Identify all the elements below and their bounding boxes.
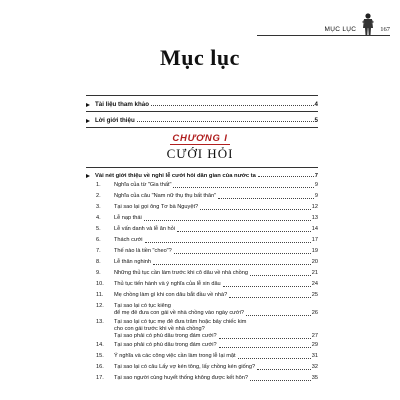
running-header-title: MỤC LỤC <box>324 26 357 33</box>
entry-number: 15. <box>96 353 104 359</box>
entry-page: 13 <box>311 215 318 221</box>
entry-page: 19 <box>311 248 318 254</box>
entry-title: Thủ tục tiến hành và ý nghĩa của lễ xin dâu <box>114 281 221 287</box>
entry-number: 3. <box>96 204 101 210</box>
entry-number: 17. <box>96 375 104 381</box>
entry-title: Nghĩa của từ "Gia thất" <box>114 182 172 188</box>
entry-title-continued: Tại sao phải có phù dâu trong đám cưới? <box>114 333 217 339</box>
dot-leader <box>238 358 311 359</box>
dot-leader <box>174 253 311 254</box>
entry-page: 26 <box>311 310 318 316</box>
section-heading[interactable] <box>86 168 318 179</box>
dot-leader <box>218 198 314 199</box>
entry-number: 4. <box>96 215 101 221</box>
entry-number: 14. <box>96 342 104 348</box>
triangle-bullet-icon <box>86 174 90 178</box>
entry-title: Tại sao phải có phù dâu trong đám cưới? <box>114 342 217 348</box>
entry-title: Mẹ chồng làm gì khi con dâu bắt đầu về nhà? <box>114 292 228 298</box>
dot-leader <box>257 369 311 370</box>
dot-leader <box>200 209 311 210</box>
entry-number: 2. <box>96 193 101 199</box>
entry-title: Tại sao lại gọi ông Tơ bà Nguyệt? <box>114 204 199 210</box>
entry-page: 29 <box>311 342 318 348</box>
dot-leader <box>219 347 311 348</box>
entry-page: 20 <box>311 259 318 265</box>
running-header-page: 167 <box>380 26 390 33</box>
dot-leader <box>137 121 314 122</box>
entry-number: 10. <box>96 281 104 287</box>
entry-page: 12 <box>311 204 318 210</box>
dot-leader <box>219 338 311 339</box>
entry-title-continued: để mẹ đẻ đưa con gái về nhà chồng vào ngày cưới? <box>114 310 244 316</box>
entry-page: 32 <box>311 364 318 370</box>
dot-leader <box>246 315 311 316</box>
entry-page: 21 <box>311 270 318 276</box>
entry-title: Thế nào là tiền "cheo"? <box>114 248 172 254</box>
chapter-label <box>0 133 400 144</box>
front-matter-label: Tài liệu tham khảo <box>95 101 149 108</box>
entry-number: 9. <box>96 270 101 276</box>
entry-page: 14 <box>311 226 318 232</box>
entry-title-continued: cho con gái trước khi về nhà chồng? <box>114 326 205 332</box>
dot-leader <box>144 220 311 221</box>
entry-number: 6. <box>96 237 101 243</box>
entry-page: 9 <box>314 193 318 199</box>
entry-number: 12. <box>96 303 104 309</box>
entry-title: Nghĩa của câu "Nam nữ thụ thụ bất thân" <box>114 193 217 199</box>
dot-leader <box>173 187 313 188</box>
entry-title: Lễ nạp thái <box>114 215 142 221</box>
dot-leader <box>151 105 314 106</box>
entry-number: 11. <box>96 292 104 298</box>
dot-leader <box>177 231 311 232</box>
entry-page: 9 <box>314 182 318 188</box>
dot-leader <box>153 264 311 265</box>
entry-title: Những thủ tục cần làm trước khi cô dâu về nhà chồng <box>114 270 248 276</box>
dot-leader <box>229 297 311 298</box>
entry-title: Tại sao lại có tục mẹ đẻ đưa trâm hoặc bảy chiếc kim <box>114 319 247 325</box>
dot-leader <box>250 380 311 381</box>
front-matter-label: Lời giới thiệu <box>95 117 135 124</box>
entry-title: Thách cưới <box>114 237 143 243</box>
entry-page: 17 <box>311 237 318 243</box>
chapter-label-text: CHƯƠNG I <box>172 133 228 144</box>
entry-page: 35 <box>311 375 318 381</box>
entry-title: Tại sao lại có câu Lấy vợ kén tông, lấy chồng kén giống? <box>114 364 256 370</box>
triangle-bullet-icon <box>86 103 90 107</box>
front-matter-page: 5 <box>314 117 318 124</box>
front-matter-item[interactable] <box>86 112 318 124</box>
entry-number: 16. <box>96 364 104 370</box>
entry-page: 24 <box>311 281 318 287</box>
entry-page: 31 <box>311 353 318 359</box>
entry-title: Tại sao người cùng huyết thống không được kết hôn? <box>114 375 248 381</box>
entry-number: 7. <box>96 248 101 254</box>
triangle-bullet-icon <box>86 119 90 123</box>
entry-number: 13. <box>96 319 104 325</box>
entry-title: Lễ thân nghinh <box>114 259 152 265</box>
entry-title: Lễ vấn danh và lễ ăn hỏi <box>114 226 175 232</box>
figure-illustration-icon <box>360 12 376 36</box>
section-heading-label: Vài nét giới thiệu về nghi lễ cưới hỏi dân gian của nước ta <box>95 173 256 179</box>
running-header <box>257 10 390 36</box>
entry-page: 27 <box>311 333 318 339</box>
chapter-title: CƯỚI HỎI <box>166 146 234 161</box>
section-heading-page: 7 <box>314 173 318 179</box>
front-matter-page: 4 <box>314 101 318 108</box>
dot-leader <box>145 242 311 243</box>
dot-leader <box>250 275 311 276</box>
entry-page: 25 <box>311 292 318 298</box>
entry-title: Ý nghĩa và các công việc cần làm trong lễ lại mặt <box>114 353 236 359</box>
entry-number: 5. <box>96 226 101 232</box>
dot-leader <box>223 286 311 287</box>
entry-title: Tại sao lại có tục kiêng <box>114 303 171 309</box>
entry-number: 1. <box>96 182 101 188</box>
page-title: Mục lục <box>160 45 240 70</box>
header-rule <box>257 35 390 36</box>
dot-leader <box>258 176 314 177</box>
front-matter-item[interactable] <box>86 96 318 108</box>
divider-bottom <box>86 127 318 128</box>
entry-number: 8. <box>96 259 101 265</box>
